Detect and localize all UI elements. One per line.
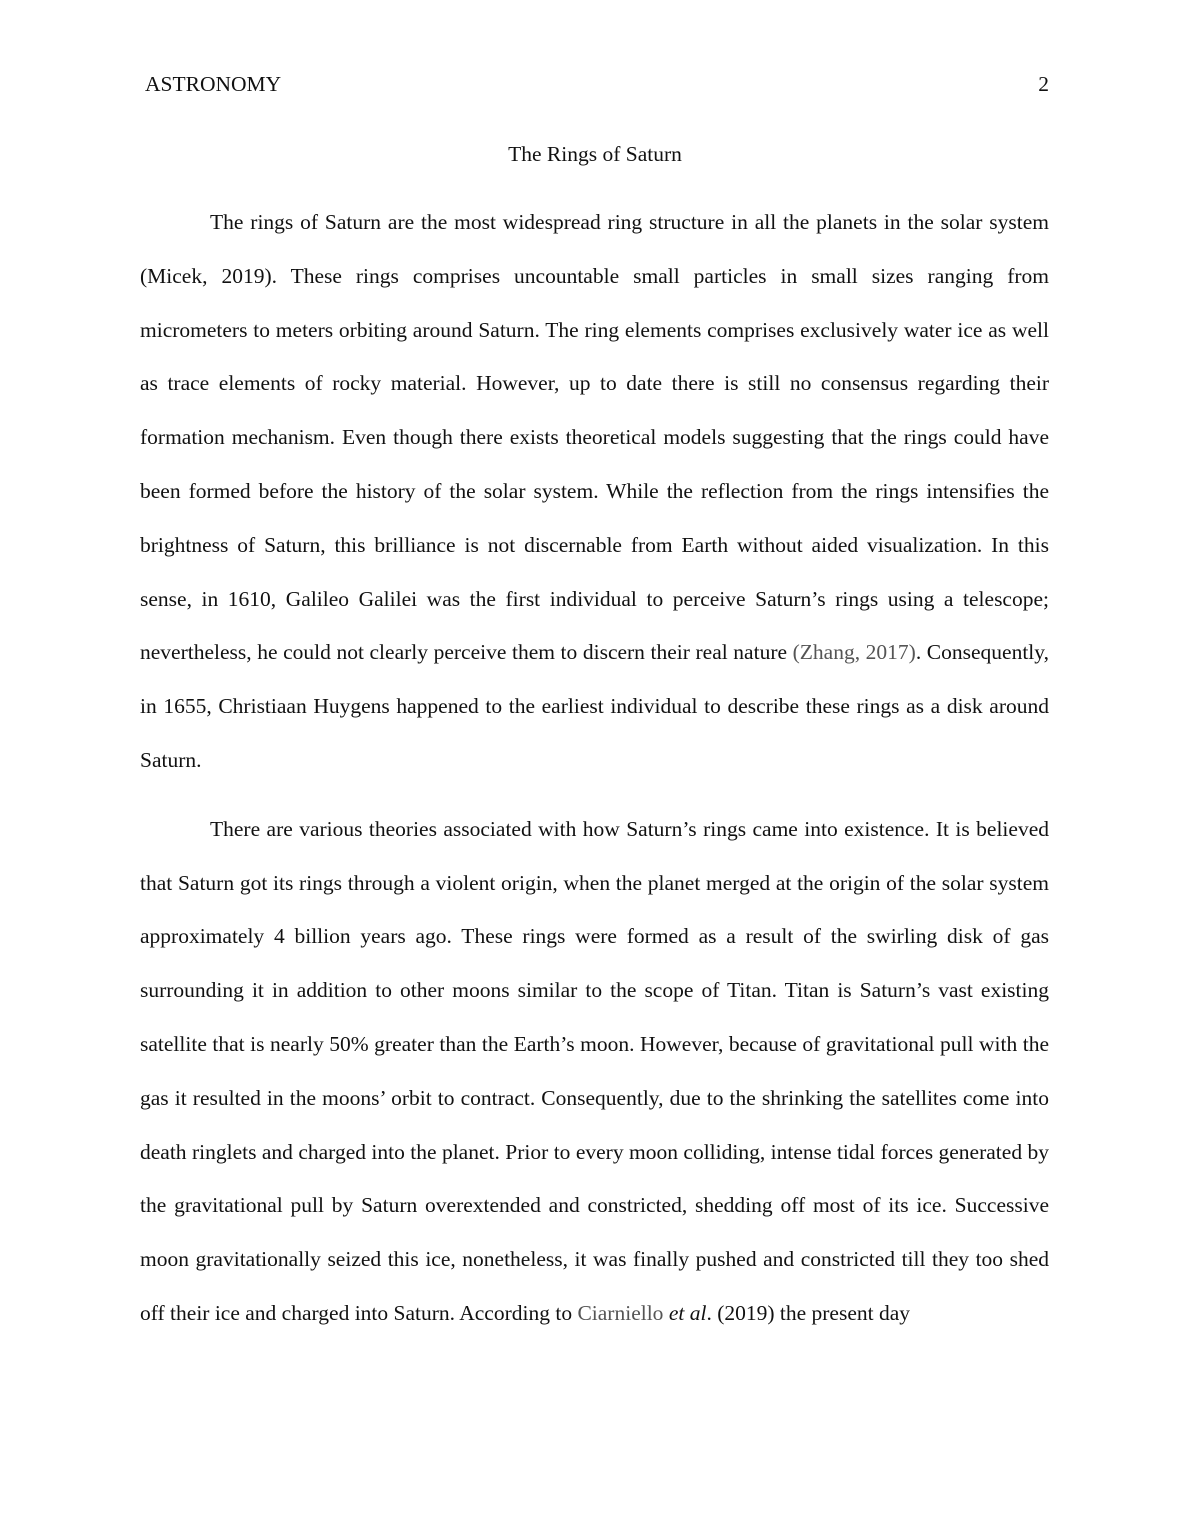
paragraph-2 [140,803,1049,1341]
citation-zhang: (Zhang, 2017) [792,640,916,665]
citation-ciarniello: Ciarniello [577,1300,664,1325]
running-head: ASTRONOMY [145,72,282,96]
et-al: et al [668,1300,707,1325]
document-title: The Rings of Saturn [508,142,682,166]
page-number: 2 [1038,72,1049,96]
paragraph-text: . Consequently, in 1655, Christiaan Huygens happened to the earliest individual to describe these rings as a disk around Saturn. [140,640,1050,772]
document-body [140,196,1049,1356]
paragraph-text: There are various theories associated with how Saturn’s rings came into existence. It is believed that Saturn got its rings through a violent origin, when the planet merged at the origin of the solar system approximately 4 billion years ago. These rings were formed as a result of the swirling disk of gas surrounding it in addition to other moons similar to the scope of Titan. Titan is Saturn’s vast existing satellite that is nearly 50% greater than the Earth’s moon. However, because of gravitational pull with the gas it resulted in the moons’ orbit to contract. Consequently, due to the shrinking the satellites come into death ringlets and charged into the planet. Prior to every moon colliding, intense tidal forces generated by the gravitational pull by Saturn overextended and constricted, shedding off most of its ice. Successive moon gravitationally seized this ice, nonetheless, it was finally pushed and constricted till they too shed off their ice and charged into Saturn. According to [140,816,1049,1325]
paragraph-1 [140,196,1049,788]
page-header [145,70,1049,98]
paragraph-text: The rings of Saturn are the most widespread ring structure in all the planets in the solar system (Micek, 2019). These rings comprises uncountable small particles in small sizes ranging from micrometers to meters orbiting around Saturn. The ring elements comprises exclusively water ice as well as trace elements of rocky material. However, up to date there is still no consensus regarding their formation mechanism. Even though there exists theoretical models suggesting that the rings could have been formed before the history of the solar system. While the reflection from the rings intensifies the brightness of Saturn, this brilliance is not discernable from Earth without aided visualization. In this sense, in 1610, Galileo Galilei was the first individual to perceive Saturn’s rings using a telescope; nevertheless, he could not clearly perceive them to discern their real nature [140,210,1049,665]
paragraph-text: . (2019) the present day [706,1300,911,1325]
